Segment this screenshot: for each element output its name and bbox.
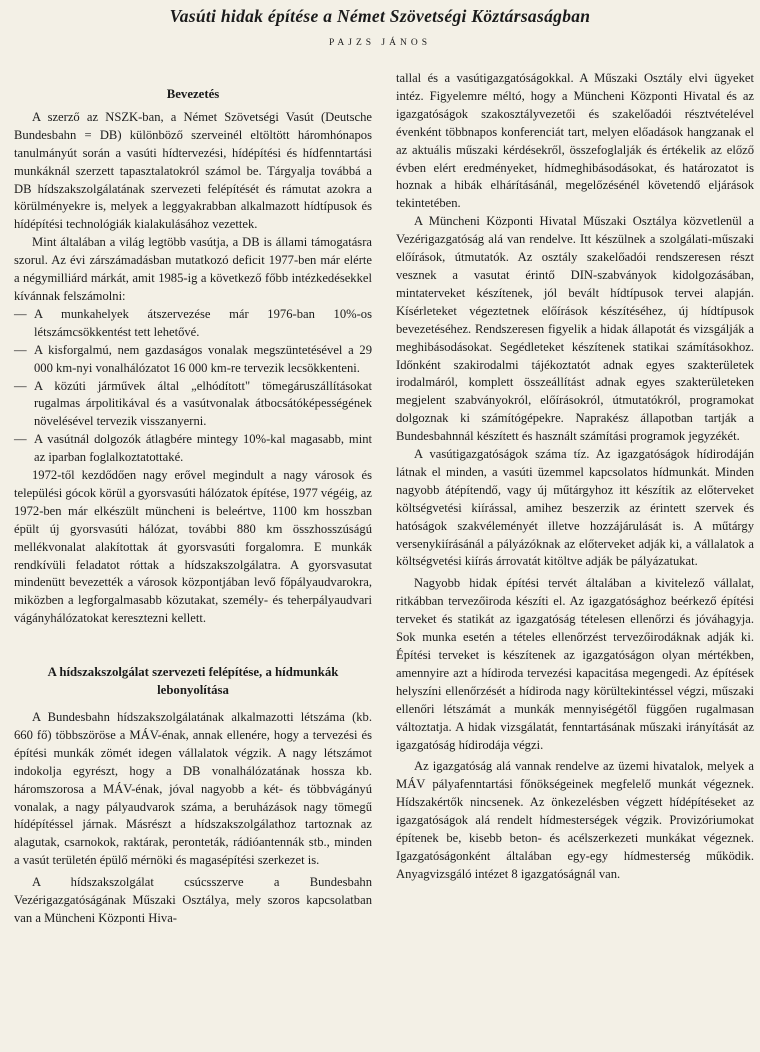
paragraph: A vasútigazgatóságok száma tíz. Az igazgatóságok hídirodáján látnak el minden, a vasúti üzemmel kapcsolatos hídmunkát. Minden nagyobb átépítendő, vagy új műtárgyhoz itt készítik az előterveket költségvetési kiírással, amihez beszerzik az érintett szervek és hatóságok szakvéleményét illetve hozzájárulását is. A műtárgy versenykiírásánál a pályázóknak az előterveket adják ki, a vállalatok a költségvetési kiírás árrovatát kitöltve adják be pályázatukat.: [396, 447, 754, 569]
paragraph: A Müncheni Központi Hivatal Műszaki Osztálya közvetlenül a Vezérigazgatóság alá van rendelve. Itt készülnek a szolgálati-műszaki előírások, útmutatók. Az osztály szakelőadói rendszeresen részt vesznek a vasutat érintő DIN-szabványok kidolgozásában, mintaterveket készítenek, jól bevált hídtípusok tervei alapján. Kísérleteket végeztetnek előírások készítéséhez, új hídtípusok bevezetéséhez. Rendszeresen figyelik a hidak állapotát és vizsgálják a meghibásodásokat. Segédleteket készítenek statikai számításokhoz. Időnként szakirodalmi tájékoztatót adnak egyes szakterületek irodalmáról, komplett összeállítást adnak egyes szakterületeken megjelent szabványokról, előírásokról, útmutatókról, programokat dolgoznak ki számítógépekre. Naprakész állapotban tartják a Bundesbahnnál készített és használt számítási programok jegyzékét.: [396, 214, 754, 444]
paragraph: Nagyobb hidak építési tervét általában a kivitelező vállalat, ritkábban tervezőiroda készíti el. Az igazgatósághoz beérkező építési terveket és statikát az igazgatóság tételesen ellenőrzi és jóváhagyja. Sok munka esetén a tételes ellenőrzést tervezőirodáknak adják ki. Építési terveket is készítenek az igazgatóságon olyan mértékben, amennyire azt a hídiroda tervezési kapacitása megengedi. Az építések helyszíni ellenőrzését a hídiroda nagy körültekintéssel végzi, műszaki ellenőri létszámát a munkák mennyiségétől függően rugalmasan változtatja. A hidak vizsgálatát, fenntartásának műszaki irányítását az igazgatóság hídirodája végzi.: [396, 576, 754, 752]
paragraph: Mint általában a világ legtöbb vasútja, a DB is állami támogatásra szorul. Az évi zárszámadásban mutatkozó deficit 1977-ben már elérte a négymilliárd márkát, amit 1985-ig a következő főbb intézkedésekkel kívánnak felszámolni:: [14, 235, 372, 303]
paragraph: Az igazgatóság alá vannak rendelve az üzemi hivatalok, melyek a MÁV pályafenntartási főnökségeinek megfelelő munkát végeznek. Hídszakértők nincsenek. Az önkezelésben végzett hídépítéseket az igazgatóságok alá rendelt hídmesterségek végzik. Provizóriumokat építenek be, kisebb beton- és acélszerkezeti munkákat végeznek. Igazgatóságonként általában egy-egy hídmesterség működik. Anyagvizsgáló intézet 8 igazgatóságnál van.: [396, 759, 754, 881]
left-column: [14, 86, 372, 928]
paragraph: A szerző az NSZK-ban, a Német Szövetségi Vasút (Deutsche Bundesbahn = DB) különböző szerveinél eltöltött háromhónapos tanulmányút során a vasúti hídtervezési, hídépítési és hídfenntartási munkáknál szerzett tapasztalatokról számol be. Tárgyalja továbbá a DB hídszakszolgálatának szervezeti felépítését és rámutat azokra a körülményekre is, melyek a leggyakrabban alkalmazott hídtípusok és hídépítési technológiák kialakulásához vezettek.: [14, 109, 372, 232]
list-item: — A közúti járművek által „elhódított" tömegáruszállításokat rugalmas árpolitikával és a vasútvonalak átbocsátóképességének növelésével tervezik visszanyerni.: [14, 378, 372, 432]
right-column: [396, 70, 754, 884]
measures-list: [14, 306, 372, 467]
page-title: Vasúti hidak építése a Német Szövetségi Köztársaságban: [169, 6, 591, 26]
list-item: — A vasútnál dolgozók átlagbére mintegy 10%-kal magasabb, mint az iparban foglalkoztatottaké.: [14, 431, 372, 467]
paragraph: 1972-től kezdődően nagy erővel megindult a nagy városok és települési gócok körül a gyorsvasúti hálózatok építése, 1977 végéig, az 1972-ben már elkészült müncheni is beleértve, 1100 km hosszban épült új gyorsvasúti hálózat, további 880 km összhosszúságú mellékvonalat alakítottak át gyorsvasúti forgalomra. E munkák rendkívüli feladatot róttak a hídszakszolgálatra. A gyorsvasutat mindenütt bevezették a városok központjában levő főpályaudvarokra, miközben a legforgalmasabb közutakat, személy- és teherpályaudvari vágányhálózatokat keresztezni kellett.: [14, 468, 372, 626]
paragraph: A Bundesbahn hídszakszolgálatának alkalmazotti létszáma (kb. 660 fő) többszöröse a MÁV-énak, annak ellenére, hogy a tervezési és építési munkák zömét idegen vállalatok végzik. A nagy létszámot indokolja egyrészt, hogy a DB vonalhálózatának hossza kb. háromszorosa a MÁV-énak, jóval nagyobb a két- és többvágányú vonalak, a nagy pályaudvarok száma, a beruházások nagy tömegű hídépítéssel járnak. Másrészt a hídszakszolgálathoz tartoznak az alagutak, csarnokok, raktárak, peronteták, rádióantennák stb., minden a vasút területén épülő mérnöki és magasépítési szerkezet is.: [14, 710, 372, 868]
section-heading-organization: A hídszakszolgálat szervezeti felépítése, a hídmunkák lebonyolítása: [47, 665, 339, 698]
list-item: — A munkahelyek átszervezése már 1976-ban 10%-os létszámcsökkentést tett lehetővé.: [14, 306, 372, 342]
paragraph: tallal és a vasútigazgatóságokkal. A Műszaki Osztály elvi ügyeket intéz. Figyelemre méltó, hogy a Müncheni Központi Hivatal és az igazgatóságok szakosztályvezetői és szakelőadói résztvételével évenként többnapos konferenciát tart, melyen előadások hangzanak el az aktuális műszaki kérdésekről, összefoglalják és értékelik az előző évben elért eredményeket, hídmeghibásodásokat, és határozatot is hoznak a hibák elhárításánál, megelőzésénél követendő eljárások tekintetében.: [396, 71, 754, 211]
section-heading-introduction: Bevezetés: [166, 87, 220, 101]
author-name: PAJZS JÁNOS: [329, 38, 431, 48]
paragraph: A hídszakszolgálat csúcsszerve a Bundesbahn Vezérigazgatóságának Műszaki Osztálya, mely szoros kapcsolatban van a Müncheni Központi Hiva-: [14, 875, 372, 925]
list-item: — A kisforgalmú, nem gazdaságos vonalak megszüntetésével a 29 000 km-nyi vonalhálózatot 16 000 km-re tervezik lecsökkenteni.: [14, 342, 372, 378]
